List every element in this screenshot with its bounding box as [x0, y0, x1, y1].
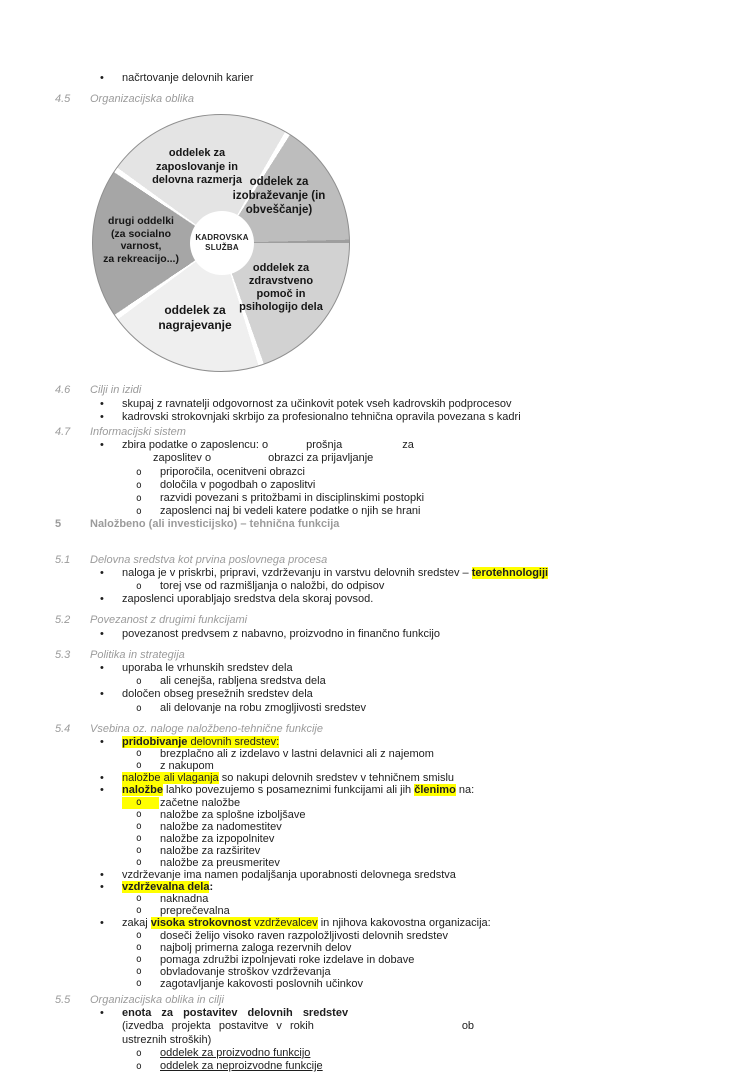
sub-bullet-text: torej vse od razmišljanja o naložbi, do odpisov: [160, 580, 385, 593]
section-title: Povezanost z drugimi funkcijami: [90, 614, 248, 627]
sub-bullet-item: [55, 978, 695, 990]
section-number: 4.5: [55, 93, 71, 106]
section-heading-5-5: [55, 994, 695, 1007]
sub-bullet-marker: [136, 857, 142, 869]
bullet-text: obrazci za prijavljanje: [268, 452, 374, 465]
bullet-item: [55, 411, 695, 424]
pie-label-line: zdravstveno: [248, 275, 314, 288]
pie-label-line: izobraževanje (in: [232, 190, 326, 203]
bullet-text: prošnja: [306, 439, 343, 452]
section-title: Politika in strategija: [90, 648, 185, 661]
bullet-text: so nakupi delovnih sredstev v tehničnem smislu: [218, 772, 455, 785]
sub-bullet-marker: [136, 966, 142, 978]
bullet-text: na:: [455, 784, 475, 797]
sub-bullet-item: [55, 930, 695, 942]
sub-bullet-item: [55, 760, 695, 772]
bullet-text: ustreznih stroških): [122, 1033, 212, 1046]
bullet-marker: [100, 72, 104, 85]
sub-bullet-marker: [136, 479, 142, 492]
pie-center-label: [190, 211, 254, 275]
section-title: Cilji in izidi: [90, 384, 142, 397]
bullet-text: načrtovanje delovnih karier: [122, 72, 254, 84]
bullet-marker: [100, 784, 104, 796]
sub-bullet-marker: [136, 702, 142, 715]
sub-bullet-marker: [136, 466, 142, 479]
sub-bullet-item: [55, 479, 695, 492]
sub-bullet-marker: [136, 1047, 142, 1060]
pie-center-line: KADROVSKA: [195, 233, 249, 243]
pie-label-line: drugi oddelki: [108, 215, 174, 228]
pie-slice-label-zdravstveno: [231, 262, 331, 314]
bullet-marker: [100, 869, 104, 881]
bullet-text: enota za postavitev delovnih sredstev: [122, 1007, 349, 1020]
sub-bullet-item: [55, 505, 695, 518]
sub-bullet-marker: [136, 942, 142, 954]
sub-bullet-text: naložbe za izpopolnitev: [160, 832, 275, 845]
sub-bullet-text: najbolj primerna zaloga rezervnih delov: [160, 941, 352, 954]
sub-bullet-text: zagotavljanje kakovosti poslovnih učinkov: [160, 977, 364, 990]
sub-bullet-text: pomaga združbi izpolnjevati roke izdelave in dobave: [160, 953, 415, 966]
section-number: 5.4: [55, 722, 71, 735]
bullet-text: zaposlenci uporabljajo sredstva dela skoraj povsod.: [122, 593, 374, 606]
sub-bullet-text: priporočila, ocenitveni obrazci: [160, 465, 305, 478]
bullet-item: [55, 567, 695, 580]
section-heading-5-2: [55, 614, 695, 627]
sub-bullet-marker: [136, 845, 142, 857]
bullet-marker: [100, 628, 104, 641]
sub-bullet-text: ali cenejša, rabljena sredstva dela: [160, 675, 326, 688]
sub-bullet-text-underlined: oddelek za proizvodno funkcijo: [160, 1046, 311, 1059]
bullet-text: zakaj: [122, 917, 151, 930]
highlighted-term: členimo: [414, 784, 456, 797]
sub-bullet-text: doseči želijo visoko raven razpoložljivosti delovnih sredstev: [160, 929, 448, 942]
sub-bullet-marker: [136, 930, 142, 942]
sub-bullet-marker: [136, 580, 142, 593]
bullet-text: in njihova kakovostna organizacija:: [317, 917, 491, 930]
pie-slice-label-nagrajevanje: [145, 303, 245, 333]
bullet-text: kadrovski strokovnjaki skrbijo za profesionalno tehnična opravila povezana s kadri: [122, 410, 521, 423]
sub-bullet-item: [55, 580, 695, 593]
continuation-line: [55, 1020, 695, 1033]
pie-label-line: zaposlovanje in: [156, 160, 238, 173]
section-number: 4.7: [55, 426, 71, 439]
bullet-marker: [100, 593, 104, 606]
section-title: Organizacijska oblika in cilji: [90, 994, 224, 1007]
bullet-text: za: [402, 439, 414, 452]
sub-bullet-text: določila v pogodbah o zaposlitvi: [160, 478, 316, 491]
bullet-marker: [100, 1007, 104, 1020]
bullet-item: [55, 662, 695, 675]
bullet-text: povezanost predvsem z nabavno, proizvodno in finančno funkcijo: [122, 627, 440, 640]
bullet-item: [55, 628, 695, 641]
pie-label-line: oddelek za: [249, 176, 309, 189]
section-heading-4-7: [55, 426, 695, 439]
pie-circle: [92, 114, 350, 372]
bullet-item: [55, 398, 695, 411]
highlighted-text: delovnih sredstev:: [187, 736, 280, 749]
pie-label-line: nagrajevanje: [158, 318, 232, 333]
section-number: 5: [55, 518, 62, 531]
sub-bullet-item: [55, 905, 695, 917]
sub-bullet-text: naložbe za nadomestitev: [160, 820, 282, 833]
bullet-item: [55, 917, 695, 929]
pie-label-line: varnost,: [120, 240, 162, 253]
highlighted-term: naložbe: [122, 784, 163, 797]
section-title: Naložbeno (ali investicijsko) – tehnična funkcija: [90, 518, 340, 531]
section-title: Delovna sredstva kot prvina poslovnega procesa: [90, 553, 328, 566]
bullet-text: vzdrževanje ima namen podaljšanja uporabnosti delovnega sredstva: [122, 869, 456, 882]
sub-bullet-text: naložbe za razširitev: [160, 844, 261, 857]
section-heading-5-3: [55, 649, 695, 662]
pie-slice-label-drugi-oddelki: [95, 215, 187, 265]
sub-bullet-item: [55, 893, 695, 905]
bullet-text: :: [209, 881, 214, 894]
sub-bullet-marker: [136, 893, 142, 905]
sub-bullet-item: [55, 966, 695, 978]
section-number: 5.5: [55, 994, 71, 1007]
sub-bullet-text: z nakupom: [160, 760, 214, 773]
hr-department-pie-chart: [92, 114, 350, 372]
sub-bullet-marker: [136, 1060, 142, 1073]
highlighted-term: naložbe ali vlaganja: [122, 772, 219, 785]
highlighted-term: visoka strokovnost: [150, 917, 252, 930]
bullet-marker: [100, 736, 104, 748]
pie-label-line: delovna razmerja: [152, 174, 242, 187]
bullet-item: [55, 869, 695, 881]
bullet-item: [55, 1007, 695, 1020]
sub-bullet-item: [55, 466, 695, 479]
sub-bullet-item: [55, 845, 695, 857]
bullet-item: [55, 439, 695, 452]
bullet-text: zaposlitev o: [153, 452, 212, 465]
sub-bullet-item: [55, 748, 695, 760]
sub-bullet-item: [55, 702, 695, 715]
sub-bullet-item: [55, 942, 695, 954]
sub-bullet-text: brezplačno ali z izdelavo v lastni delavnici ali z najemom: [160, 748, 434, 761]
sub-bullet-marker: [136, 797, 142, 809]
sub-bullet-text: ali delovanje na robu zmogljivosti sredstev: [160, 701, 367, 714]
sub-bullet-text: preprečevalna: [160, 905, 230, 918]
pie-label-line: psihologijo dela: [239, 301, 323, 314]
section-heading-5: [55, 518, 695, 531]
bullet-text: ob: [461, 1020, 475, 1033]
sub-bullet-item: [55, 1047, 695, 1060]
bullet-marker: [100, 881, 104, 893]
bullet-marker: [100, 567, 104, 580]
pie-label-line: oddelek za: [168, 147, 226, 160]
sub-bullet-item: [55, 833, 695, 845]
section-5-4-block: [55, 723, 695, 990]
sub-bullet-text-underlined: oddelek za neproizvodne funkcije: [160, 1060, 323, 1073]
sub-bullet-item: [55, 797, 695, 809]
sub-bullet-marker: [136, 833, 142, 845]
section-number: 5.2: [55, 614, 71, 627]
section-number: 5.3: [55, 648, 71, 661]
bullet-text: skupaj z ravnatelji odgovornost za učinkovit potek vseh kadrovskih podprocesov: [122, 397, 512, 410]
sub-bullet-marker: [136, 760, 142, 772]
bullet-text: določen obseg presežnih sredstev dela: [122, 688, 313, 701]
sub-bullet-item: [55, 1060, 695, 1073]
pie-slice-label-izobrazevanje: [225, 175, 333, 217]
section-title: Organizacijska oblika: [90, 93, 194, 106]
pie-center-line: SLUŽBA: [205, 243, 239, 253]
sub-bullet-item: [55, 675, 695, 688]
sub-bullet-marker: [136, 748, 142, 760]
bullet-marker: [100, 398, 104, 411]
sub-bullet-marker: [136, 978, 142, 990]
sub-bullet-item: [55, 492, 695, 505]
pie-label-line: oddelek za: [164, 303, 226, 318]
section-heading-5-4: [55, 723, 695, 736]
section-title: Vsebina oz. naloge naložbeno-tehnične funkcije: [90, 722, 323, 735]
bullet-marker: [100, 662, 104, 675]
pie-label-line: obveščanje): [245, 204, 313, 217]
sub-bullet-text: naložbe za preusmeritev: [160, 857, 280, 870]
sub-bullet-text: razvidi povezani s pritožbami in disciplinskimi postopki: [160, 492, 425, 505]
bullet-marker: [100, 411, 104, 424]
sub-bullet-text: zaposlenci naj bi vedeli katere podatke o njih se hrani: [160, 505, 421, 518]
sub-bullet-item: [55, 821, 695, 833]
bullet-item: [55, 881, 695, 893]
sub-bullet-marker: [136, 905, 142, 917]
bullet-text: naloga je v priskrbi, pripravi, vzdrževanju in varstvu delovnih sredstev –: [122, 566, 472, 579]
bullet-item: [55, 688, 695, 701]
sub-bullet-item: [55, 954, 695, 966]
continuation-line: [55, 1034, 695, 1047]
section-heading-5-1: [55, 554, 695, 567]
sub-bullet-text: obvladovanje stroškov vzdrževanja: [160, 965, 331, 978]
sub-bullet-text: začetne naložbe: [160, 796, 241, 809]
bullet-marker: [100, 439, 104, 452]
bullet-marker: [100, 688, 104, 701]
bullet-item: [55, 772, 695, 784]
sub-bullet-text: naknadna: [160, 893, 209, 906]
continuation-line: [55, 452, 695, 465]
section-number: 5.1: [55, 553, 71, 566]
section-title: Informacijski sistem: [90, 426, 186, 439]
sub-bullet-marker: [136, 675, 142, 688]
bullet-item: [55, 784, 695, 796]
bullet-marker: [100, 772, 104, 784]
highlighted-term: vzdrževalna dela: [122, 881, 210, 894]
bullet-item: [55, 72, 695, 85]
section-heading-4-6: [55, 384, 695, 397]
pie-label-line: za rekreacijo...): [103, 252, 179, 265]
section-number: 4.6: [55, 384, 71, 397]
sub-bullet-text: naložbe za splošne izboljšave: [160, 808, 306, 821]
sub-bullet-marker: [136, 809, 142, 821]
bullet-text: (izvedba projekta postavitve v rokih: [122, 1020, 314, 1033]
pie-label-line: (za socialno: [110, 227, 172, 240]
section-heading-4-5: [55, 93, 695, 106]
bullet-text: uporaba le vrhunskih sredstev dela: [122, 662, 293, 675]
bullet-text: zbira podatke o zaposlencu: o: [122, 439, 269, 452]
sub-bullet-marker: [136, 505, 142, 518]
pie-label-line: pomoč in: [256, 288, 306, 301]
sub-bullet-marker: [136, 954, 142, 966]
highlighted-term: pridobivanje: [122, 736, 188, 749]
sub-bullet-item: [55, 809, 695, 821]
sub-bullet-marker: [136, 492, 142, 505]
bullet-item: [55, 736, 695, 748]
bullet-marker: [100, 917, 104, 929]
bullet-text: lahko povezujemo s posameznimi funkcijami ali jih: [162, 784, 415, 797]
highlighted-term: terotehnologiji: [471, 566, 549, 579]
highlighted-text: vzdrževalcev: [251, 917, 318, 930]
bullet-item: [55, 593, 695, 606]
sub-bullet-marker: [136, 821, 142, 833]
sub-bullet-item: [55, 857, 695, 869]
pie-label-line: oddelek za: [252, 262, 310, 275]
